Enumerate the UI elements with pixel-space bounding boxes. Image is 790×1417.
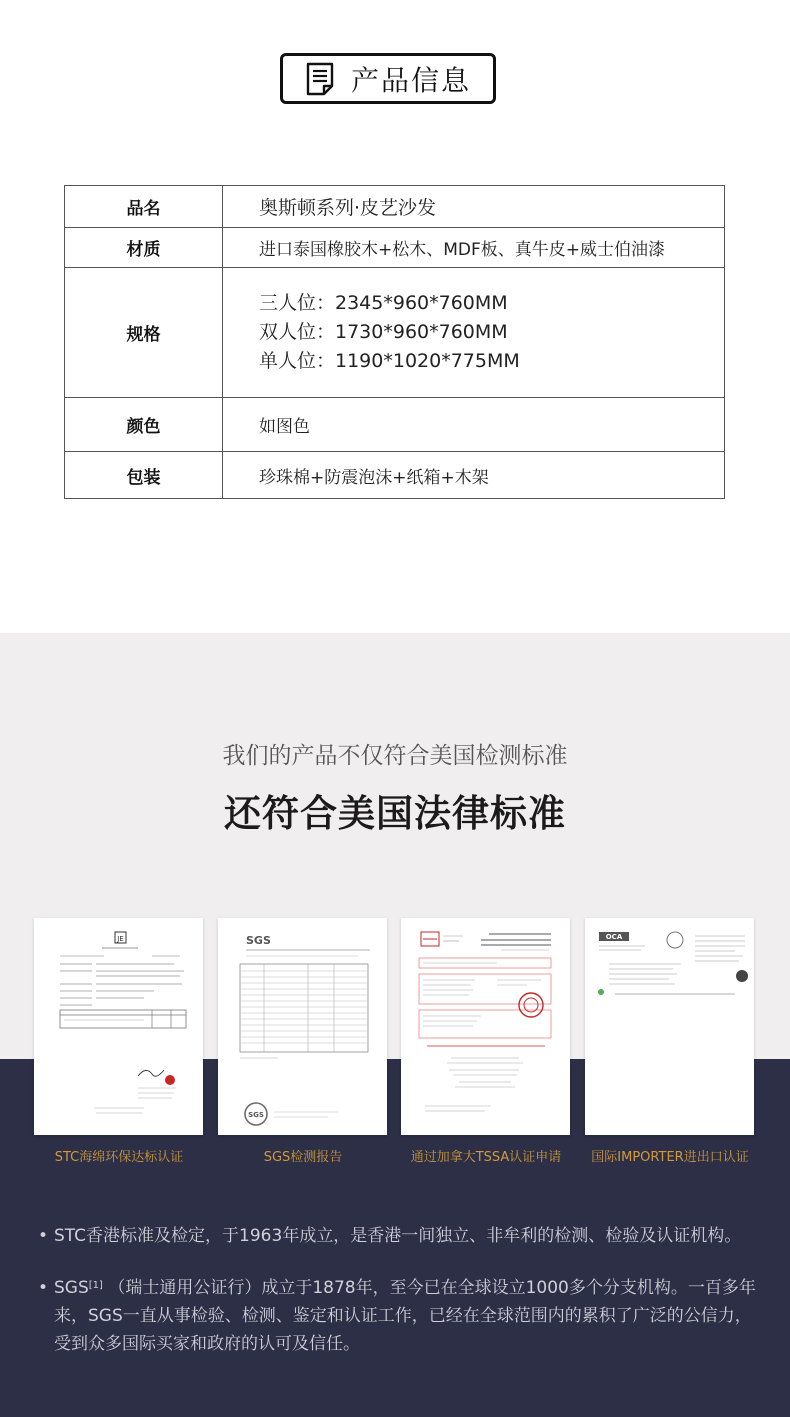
certification-title: 还符合美国法律标准 xyxy=(224,792,566,835)
spec-value-material: 进口泰国橡胶木+松木、MDF板、真牛皮+威士伯油漆 xyxy=(223,228,725,268)
spec-value-packaging: 珍珠棉+防震泡沫+纸箱+木架 xyxy=(223,452,725,499)
note-sgs-text xyxy=(54,1274,768,1358)
stc-report-document-icon xyxy=(34,918,203,1135)
table-row xyxy=(65,452,725,499)
size-three-seat: 三人位：2345*960*760MM xyxy=(259,292,508,314)
spec-label-size: 规格 xyxy=(65,268,223,398)
note-sgs-lead: SGS xyxy=(54,1278,89,1298)
svg-text:SGS: SGS xyxy=(248,1111,264,1119)
bullet-icon: • xyxy=(38,1226,49,1246)
certificate-image-importer xyxy=(585,918,754,1135)
bullet-icon: • xyxy=(38,1278,49,1298)
sgs-report-document-icon xyxy=(218,918,387,1135)
certificate-caption-tssa: 通过加拿大TSSA认证申请 xyxy=(410,1150,562,1165)
importer-certificate-document-icon xyxy=(585,918,754,1135)
certification-subtitle: 我们的产品不仅符合美国检测标准 xyxy=(222,743,568,769)
note-stc-text: STC香港标准及检定，于1963年成立，是香港一间独立、非牟利的检测、检验及认证机构。 xyxy=(54,1226,742,1246)
spec-label-packaging: 包装 xyxy=(65,452,223,499)
footnote-marker: [1] xyxy=(88,1280,103,1291)
document-icon xyxy=(305,62,335,96)
spec-label-color: 颜色 xyxy=(65,398,223,452)
table-row xyxy=(65,398,725,452)
spec-value-size xyxy=(223,268,725,398)
certificate-caption-stc: STC海绵环保达标认证 xyxy=(54,1150,184,1165)
note-sgs-body: （瑞士通用公证行）成立于1878年，至今已在全球设立1000多个分支机构。一百多年来，SGS一直从事检验、检测、鉴定和认证工作，已经在全球范围内的累积了广泛的公信力，受到众多国际买家和政府的认可及信任。 xyxy=(54,1278,756,1354)
table-row xyxy=(65,228,725,268)
section-title-badge xyxy=(280,53,496,104)
certificate-caption-sgs: SGS检测报告 xyxy=(263,1150,343,1165)
certificate-image-sgs xyxy=(218,918,387,1135)
spec-value-color: 如图色 xyxy=(223,398,725,452)
spec-label-name: 品名 xyxy=(65,186,223,228)
svg-text:JE: JE xyxy=(117,935,124,943)
spec-label-material: 材质 xyxy=(65,228,223,268)
size-single-seat: 单人位：1190*1020*775MM xyxy=(259,350,520,372)
certificate-image-stc xyxy=(34,918,203,1135)
svg-text:SGS: SGS xyxy=(246,934,271,947)
certificate-caption-importer: 国际IMPORTER进出口认证 xyxy=(591,1150,749,1165)
svg-text:OCA: OCA xyxy=(605,933,623,941)
note-sgs xyxy=(38,1274,768,1358)
note-stc xyxy=(38,1222,768,1250)
table-row xyxy=(65,268,725,398)
certificate-image-tssa xyxy=(401,918,570,1135)
spec-value-name: 奥斯顿系列·皮艺沙发 xyxy=(223,186,725,228)
size-two-seat: 双人位：1730*960*760MM xyxy=(259,321,508,343)
section-title: 产品信息 xyxy=(350,63,471,97)
table-row xyxy=(65,186,725,228)
tssa-registration-document-icon xyxy=(401,918,570,1135)
product-spec-table xyxy=(64,185,725,499)
